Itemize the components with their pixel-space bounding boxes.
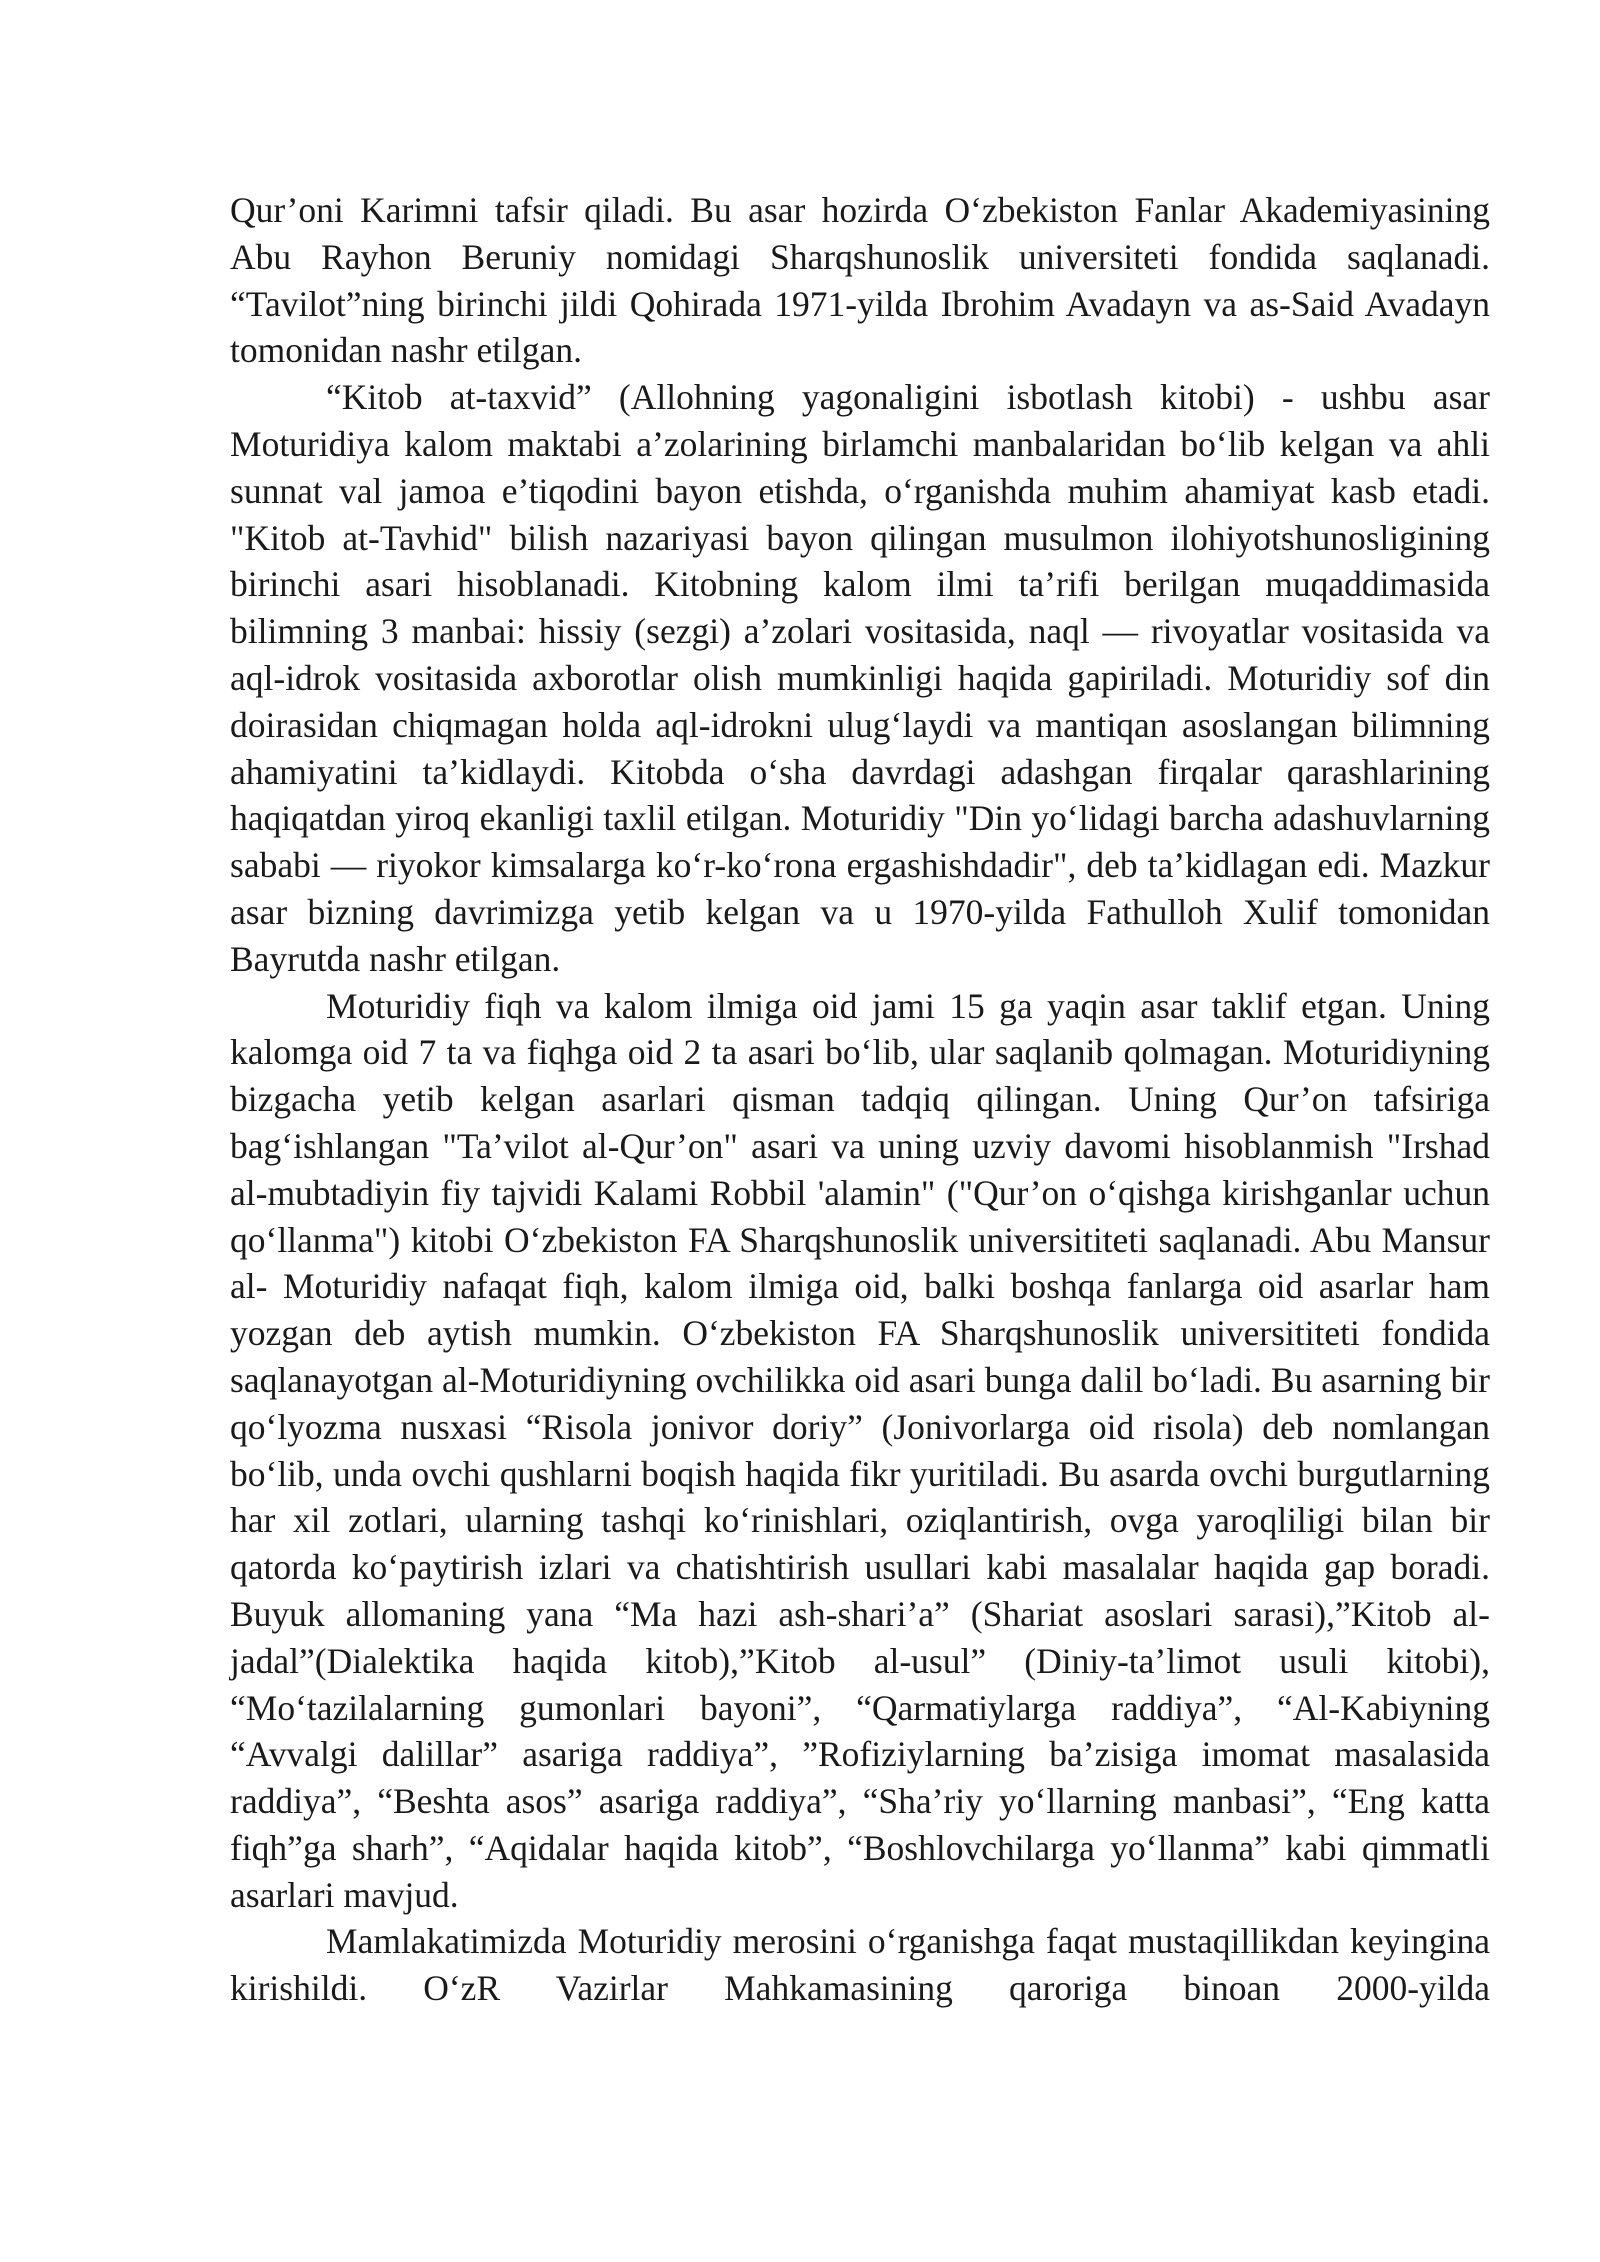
paragraph-mamlakatimizda: Mamlakatimizda Moturidiy merosini o‘rganishga faqat mustaqillikdan keyingina kirishildi. O‘zR Vazirlar Mahkamasining qaroriga binoan 2000-yilda (230, 1921, 1490, 2009)
paragraph-kitob-at-taxvid: “Kitob at-taxvid” (Allohning yagonaligini isbotlash kitobi) - ushbu asar Moturidiya kalom maktabi a’zolarining birlamchi manbalaridan bo‘lib kelgan va ahli sunnat val jamoa e’tiqodini bayon etishda, o‘rganishda muhim ahamiyat kasb etadi. "Kitob at-Tavhid" bilish nazariyasi bayon qilingan musulmon ilohiyotshunosligining birinchi asari hisoblanadi. Kitobning kalom ilmi ta’rifi berilgan muqaddimasida bilimning 3 manbai: hissiy (sezgi) a’zolari vositasida, naql — rivoyatlar vositasida va aql-idrok vositasida axborotlar olish mumkinligi haqida gapiriladi. Moturidiy sof din doirasidan chiqmagan holda aql-idrokni ulug‘laydi va mantiqan asoslangan bilimning ahamiyatini ta’kidlaydi. Kitobda o‘sha davrdagi adashgan firqalar qarashlarining haqiqatdan yiroq ekanligi taxlil etilgan. Moturidiy "Din yo‘lidagi barcha adashuvlarning sababi — riyokor kimsalarga ko‘r-ko‘rona ergashishdadir", deb ta’kidlagan edi. Mazkur asar bizning davrimizga yetib kelgan va u 1970-yilda Fathulloh Xulif tomonidan Bayrutda nashr etilgan. (230, 377, 1490, 979)
paragraph-moturidiy-works: Moturidiy fiqh va kalom ilmiga oid jami 15 ga yaqin asar taklif etgan. Uning kalomga oid 7 ta va fiqhga oid 2 ta asari bo‘lib, ular saqlanib qolmagan. Moturidiyning bizgacha yetib kelgan asarlari qisman tadqiq qilingan. Uning Qur’on tafsiriga bag‘ishlangan "Ta’vilot al-Qur’on" asari va uning uzviy davomi hisoblanmish "Irshad al-mubtadiyin fiy tajvidi Kalami Robbil 'alamin" ("Qur’on o‘qishga kirishganlar uchun qo‘llanma") kitobi O‘zbekiston FA Sharqshunoslik universititeti saqlanadi. Abu Mansur al- Moturidiy nafaqat fiqh, kalom ilmiga oid, balki boshqa fanlarga oid asarlar ham yozgan deb aytish mumkin. O‘zbekiston FA Sharqshunoslik universititeti fondida saqlanayotgan al-Moturidiyning ovchilikka oid asari bunga dalil bo‘ladi. Bu asarning bir qo‘lyozma nusxasi “Risola jonivor doriy” (Jonivorlarga oid risola) deb nomlangan bo‘lib, unda ovchi qushlarni boqish haqida fikr yuritiladi. Bu asarda ovchi burgutlarning har xil zotlari, ularning tashqi ko‘rinishlari, oziqlantirish, ovga yaroqliligi bilan bir qatorda ko‘paytirish izlari va chatishtirish usullari kabi masalalar haqida gap boradi. Buyuk allomaning yana “Ma hazi ash-shari’a” (Shariat asoslari sarasi),”Kitob al-jadal”(Dialektika haqida kitob),”Kitob al-usul” (Diniy-ta’limot usuli kitobi), “Mo‘tazilalarning gumonlari bayoni”, “Qarmatiylarga raddiya”, “Al-Kabiyning “Avvalgi dalillar” asariga raddiya”, ”Rofiziylarning ba’zisiga imomat masalasida raddiya”, “Beshta asos” asariga raddiya”, “Sha’riy yo‘llarning manbasi”, “Eng katta fiqh”ga sharh”, “Aqidalar haqida kitob”, “Boshlovchilarga yo‘llanma” kabi qimmatli asarlari mavjud. (230, 985, 1490, 1915)
paragraph-tafsir-continuation: Qur’oni Karimni tafsir qiladi. Bu asar hozirda O‘zbekiston Fanlar Akademiyasining Abu Rayhon Beruniy nomidagi Sharqshunoslik universiteti fondida saqlanadi. “Tavilot”ning birinchi jildi Qohirada 1971-yilda Ibrohim Avadayn va as-Said Avadayn tomonidan nashr etilgan. (230, 190, 1490, 371)
document-body (230, 187, 1490, 2012)
